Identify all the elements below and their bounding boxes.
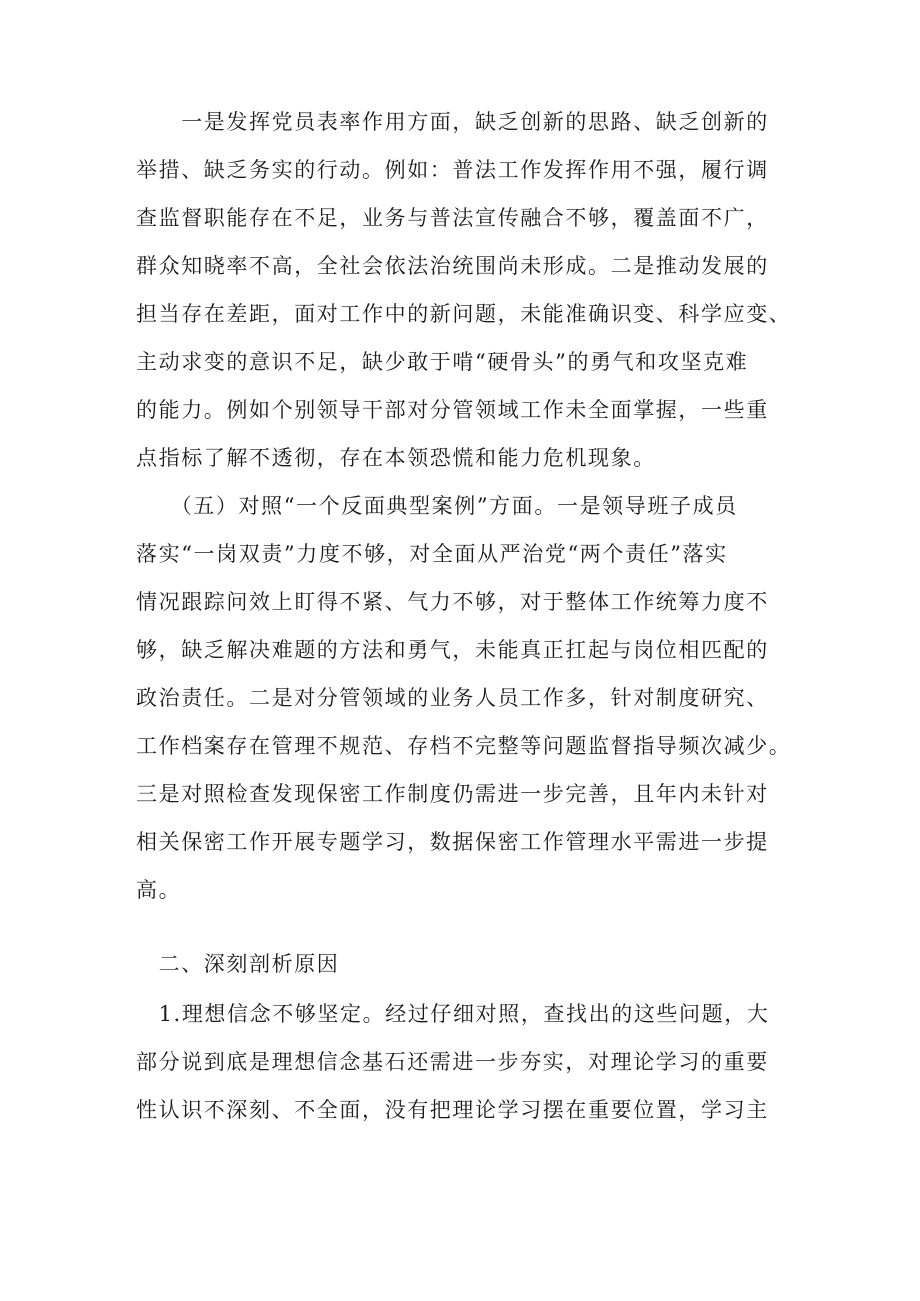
text-line: 举措、缺乏务实的行动。例如：普法工作发挥作用不强，履行调: [136, 158, 769, 182]
text-line: 部分说到底是理想信念基石还需进一步夯实，对理论学习的重要: [136, 1050, 769, 1074]
text-line: 担当存在差距，面对工作中的新问题，未能准确识变、科学应变、: [136, 302, 792, 326]
text-line: 高。: [136, 878, 182, 902]
text-line: 相关保密工作开展专题学习，数据保密工作管理水平需进一步提: [136, 830, 769, 854]
paragraph-party-member-role: [136, 98, 792, 482]
text-line: 的能力。例如个别领导干部对分管领域工作未全面掌握，一些重: [136, 398, 769, 422]
section-heading: [136, 940, 788, 988]
text-line: 落实“一岗双责”力度不够，对全面从严治党“两个责任”落实: [136, 542, 728, 566]
text-line: 政治责任。二是对分管领域的业务人员工作多，针对制度研究、: [136, 686, 769, 710]
text-line: 查监督职能存在不足，业务与普法宣传融合不够，覆盖面不广，: [136, 206, 769, 230]
section-heading-text: 二、深刻剖析原因: [136, 952, 340, 976]
text-line: （五）对照“一个反面典型案例”方面。一是领导班子成员: [136, 494, 738, 518]
text-line: 主动求变的意识不足，缺少敢于啃“硬骨头”的勇气和攻坚克难: [136, 350, 749, 374]
text-line: 一是发挥党员表率作用方面，缺乏创新的思路、缺乏创新的: [136, 110, 769, 134]
paragraph-ideals-belief: [136, 990, 788, 1134]
text-line: 性认识不深刻、不全面，没有把理论学习摆在重要位置，学习主: [136, 1098, 769, 1122]
paragraph-negative-case: [136, 482, 792, 914]
text-line: 情况跟踪问效上盯得不紧、气力不够，对于整体工作统筹力度不: [136, 590, 769, 614]
text-line: 群众知晓率不高，全社会依法治统围尚未形成。二是推动发展的: [136, 254, 769, 278]
text-line: 1.理想信念不够坚定。经过仔细对照，查找出的这些问题，大: [136, 1002, 770, 1026]
text-line: 三是对照检查发现保密工作制度仍需进一步完善，且年内未针对: [136, 782, 769, 806]
text-line: 点指标了解不透彻，存在本领恐慌和能力危机现象。: [136, 446, 656, 470]
text-line: 够，缺乏解决难题的方法和勇气，未能真正扛起与岗位相匹配的: [136, 638, 769, 662]
text-line: 工作档案存在管理不规范、存档不完整等问题监督指导频次减少。: [136, 734, 792, 758]
